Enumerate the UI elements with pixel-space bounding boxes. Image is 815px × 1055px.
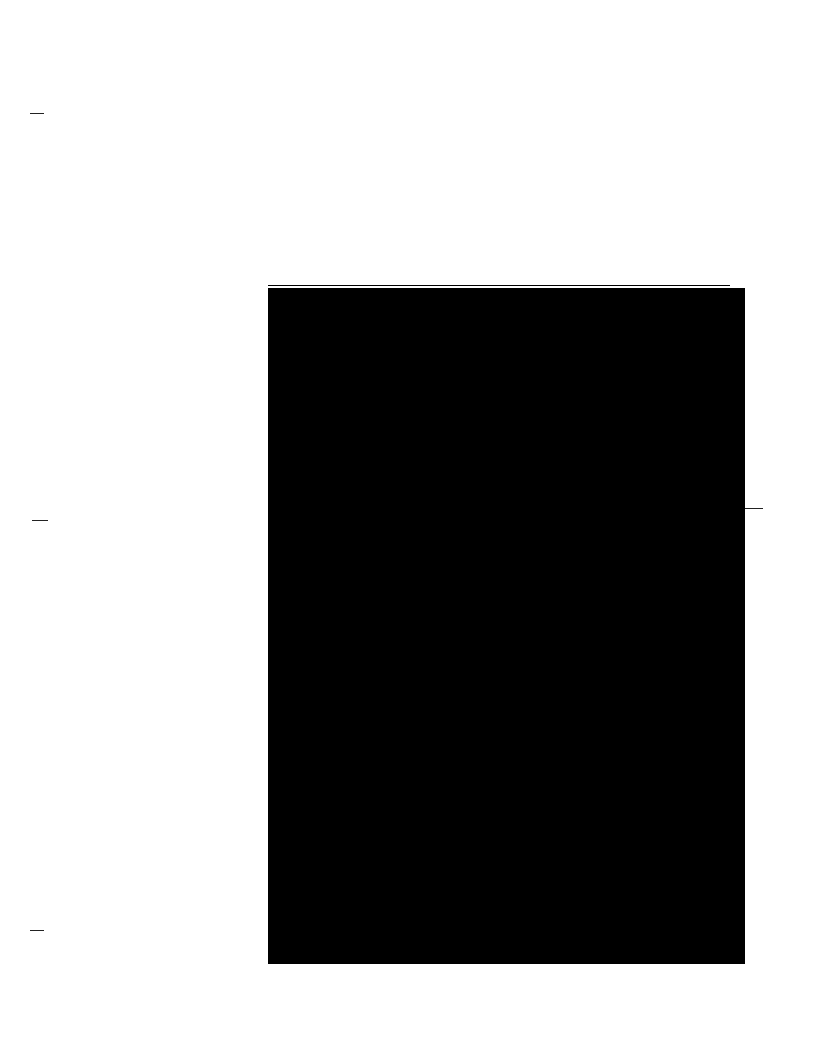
scan-mark <box>745 508 763 509</box>
scan-mark <box>30 930 44 931</box>
scan-mark <box>30 113 44 114</box>
redaction-block <box>268 288 745 964</box>
header-underline <box>268 285 730 286</box>
scan-mark <box>32 520 48 521</box>
